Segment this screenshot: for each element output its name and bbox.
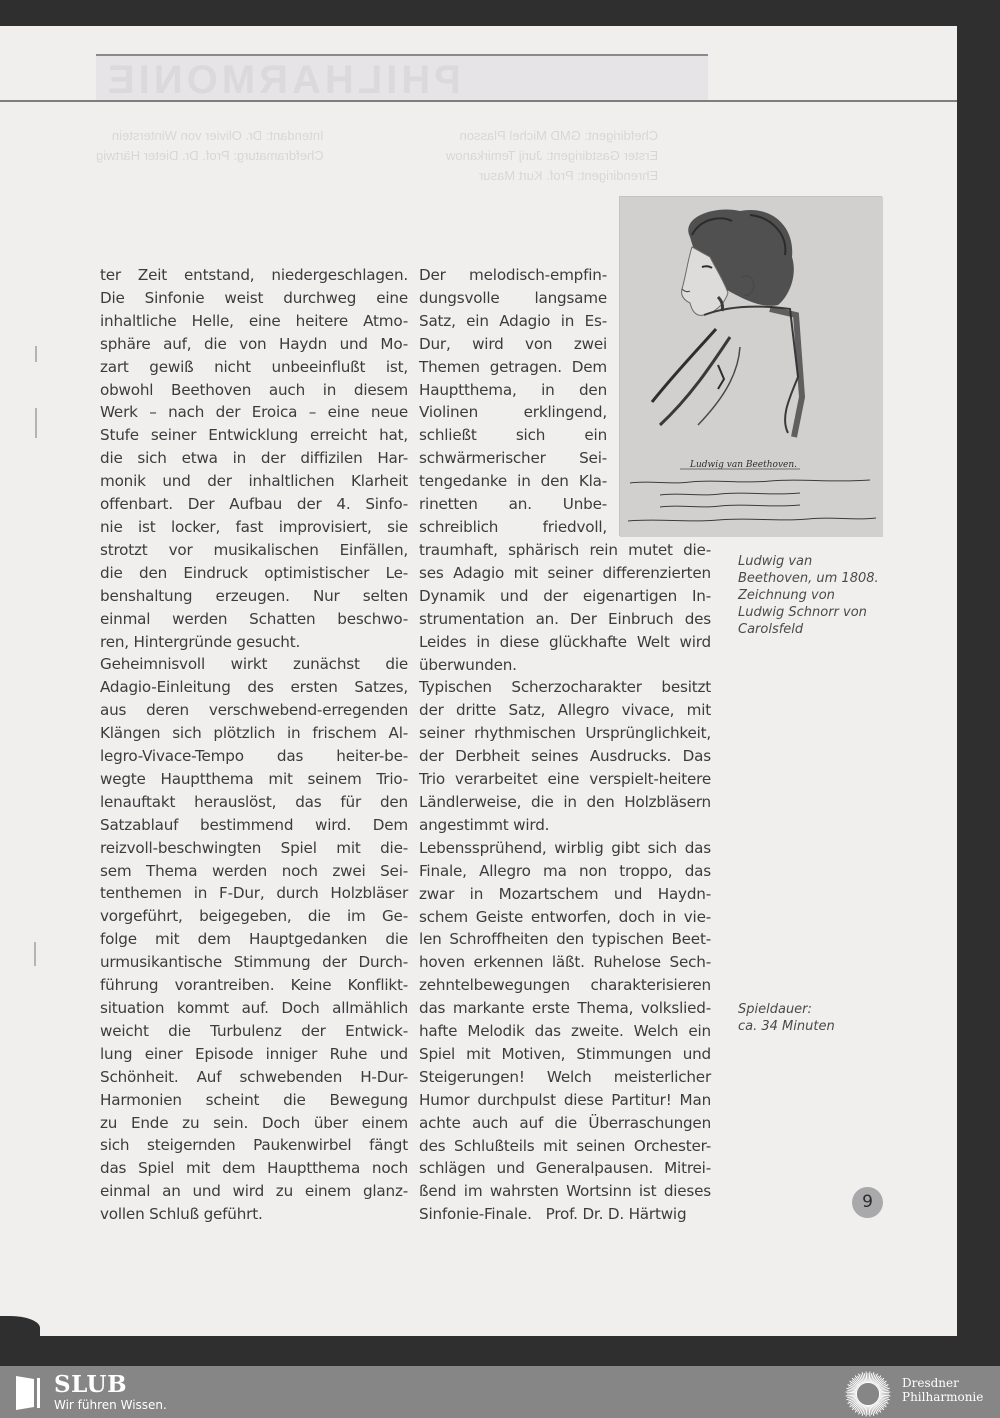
article-text-line: dungsvolle langsame xyxy=(419,288,607,307)
article-text-line: sem Thema werden noch zwei Sei- xyxy=(100,861,408,880)
article-text-line: zwar in Mozartschem und Haydn- xyxy=(419,884,711,903)
article-text-line: Geheimnisvoll wirkt zunächst die xyxy=(100,655,408,674)
article-text-line: Spiel mit Motiven, Stimmungen und xyxy=(419,1044,711,1063)
article-right-column xyxy=(419,539,711,1226)
article-text-line: Die Sinfonie weist durchweg eine xyxy=(100,288,408,307)
article-text-line: wegte Hauptthema mit seinem Trio- xyxy=(100,769,408,788)
article-text-line: situation kommt auf. Doch allmählich xyxy=(100,999,408,1017)
article-text-line: strumentation an. Der Einbruch des xyxy=(419,609,711,628)
article-text-line: führung vorantreiben. Keine Konflikt- xyxy=(100,976,408,995)
article-text-line: weicht die Turbulenz der Entwick- xyxy=(100,1021,408,1040)
article-text-line: das markante erste Thema, volkslied- xyxy=(419,999,711,1018)
article-text-line: Typischen Scherzocharakter besitzt xyxy=(419,678,711,697)
article-text-line: vollen Schluß geführt. xyxy=(100,1205,263,1224)
article-text-line: reizvoll-beschwingten Spiel mit die- xyxy=(100,838,408,857)
header-band-bleedthrough xyxy=(96,54,708,100)
article-text-line: zehntelbewegungen charakterisieren xyxy=(419,976,711,995)
article-text-line: Schönheit. Auf schwebenden H-Dur- xyxy=(100,1067,408,1086)
article-text-line: offenbart. Der Aufbau der 4. Sinfo- xyxy=(100,495,408,514)
article-text-line: der dritte Satz, Allegro vivace, mit xyxy=(419,701,711,720)
article-text-line: ses Adagio mit seiner differenzierten xyxy=(419,563,711,582)
article-right-column-top xyxy=(419,264,607,539)
article-text-line: angestimmt wird. xyxy=(419,815,550,834)
article-text-line: folge mit dem Hauptgedanken die xyxy=(100,930,408,949)
article-text-line: einmal werden Schatten beschwo- xyxy=(100,609,408,628)
article-text-line: achte auch auf die Überraschungen xyxy=(419,1113,711,1132)
article-text-line: sphäre auf, die von Haydn und Mo- xyxy=(100,334,408,353)
caption-line: Carolsfeld xyxy=(738,622,804,637)
dresdner-philharmonie-logo-text[interactable] xyxy=(902,1376,983,1404)
portrait-caption xyxy=(738,553,908,638)
ghost-credit-line: Erster Gastdirigent: Jurij Temirkanow xyxy=(446,148,659,163)
article-text-line: obwohl Beethoven auch in diesem xyxy=(100,380,408,399)
header-rule xyxy=(0,100,957,102)
article-text-line: aus deren verschwebend-erregenden xyxy=(100,701,408,720)
article-text-line: legro-Vivace-Tempo das heiter-be- xyxy=(100,747,408,766)
ghost-credits-left xyxy=(96,126,324,166)
article-text-line: Steigerungen! Welch meisterlicher xyxy=(419,1067,711,1086)
article-text-line: schem Geiste entworfen, doch in vie- xyxy=(419,907,711,926)
article-text-line: Der melodisch-empfin- xyxy=(419,266,607,284)
article-text-line: Humor durchpulst diese Partitur! Man xyxy=(419,1090,711,1109)
article-text-line: ren, Hintergründe gesucht. xyxy=(100,632,301,651)
ghost-credit-line: Intendant: Dr. Olivier von Winterstein xyxy=(111,128,324,143)
article-text-line: schwärmerischer Sei- xyxy=(419,449,607,468)
article-text-line: traumhaft, sphärisch rein mutet die- xyxy=(419,541,711,559)
article-text-line: Themen getragen. Dem xyxy=(419,357,607,376)
ghost-credit-line: Ehrendirigent: Prof. Kurt Masur xyxy=(478,168,659,183)
article-text-line: schreiblich friedvoll, xyxy=(419,517,607,536)
article-text-line: inhaltliche Helle, eine heitere Atmo- xyxy=(100,311,408,330)
article-text-line: Sinfonie-Finale. Prof. Dr. D. Härtwig xyxy=(419,1205,687,1224)
article-text-line: strotzt vor musikalischen Einfällen, xyxy=(100,540,408,559)
article-text-line: tenthemen in F-Dur, durch Holzbläser xyxy=(100,884,408,903)
slub-book-icon xyxy=(12,1374,42,1412)
article-text-line: nie ist locker, fast improvisiert, sie xyxy=(100,517,408,536)
slub-logo-text[interactable]: SLUB xyxy=(54,1371,128,1398)
ghost-credit-line: Chefdramaturg: Prof. Dr. Dieter Härtwig xyxy=(96,148,324,163)
article-left-column xyxy=(100,264,408,1226)
article-text-line: Violinen erklingend, xyxy=(419,403,607,422)
partner-name-line2: Philharmonie xyxy=(902,1390,984,1404)
article-text-line: seiner rhythmischen Ursprünglichkeit, xyxy=(419,724,711,743)
article-text-line: einmal an und wird zu einem glanz- xyxy=(100,1182,408,1201)
article-text-line: das Spiel mit dem Hauptthema noch xyxy=(100,1159,408,1178)
caption-line: Ludwig van xyxy=(738,554,813,569)
slub-tagline: Wir führen Wissen. xyxy=(54,1398,167,1412)
duration-value: ca. 34 Minuten xyxy=(738,1019,835,1034)
article-text-line: monik und der inhaltlichen Klarheit xyxy=(100,472,408,491)
article-text-line: die sich etwa in der diffizilen Har- xyxy=(100,449,408,468)
article-text-line: tengedanke in den Kla- xyxy=(419,472,607,491)
article-text-line: schließt sich ein xyxy=(419,426,607,445)
partner-name-line1: Dresdner xyxy=(902,1376,959,1390)
article-text-line: die den Eindruck optimistischer Le- xyxy=(100,563,408,582)
binding-mark xyxy=(34,942,36,966)
article-text-line: Leides in diese glückhafte Welt wird xyxy=(419,632,711,651)
article-text-line: urmusikantische Stimmung der Durch- xyxy=(100,953,408,972)
portrait-sketch xyxy=(620,197,883,537)
article-text-line: len Schroffheiten den typischen Beet- xyxy=(419,930,711,949)
article-text-line: Lebenssprühend, wirblig gibt sich das xyxy=(419,838,711,857)
header-ghost-title: PHILHARMONIE xyxy=(104,58,461,100)
article-text-line: ter Zeit entstand, niedergeschlagen. xyxy=(100,266,408,284)
article-text-line: Satz, ein Adagio in Es- xyxy=(419,311,607,330)
dresdner-philharmonie-sunburst-icon xyxy=(842,1371,894,1417)
article-text-line: Trio verarbeitet eine verspielt-heitere xyxy=(419,770,711,789)
page-number-badge: 9 xyxy=(852,1187,883,1218)
beethoven-portrait-image xyxy=(619,196,882,536)
article-text-line: rinetten an. Unbe- xyxy=(419,495,607,514)
footer-bar xyxy=(0,1366,1000,1418)
caption-line: Beethoven, um 1808. xyxy=(738,571,879,586)
article-text-line: zu Ende zu sein. Doch über einem xyxy=(100,1113,408,1132)
article-text-line: sich steigernden Paukenwirbel fängt xyxy=(100,1136,408,1155)
article-text-line: Dur, wird von zwei xyxy=(419,334,607,353)
article-text-line: des Schlußteils mit seinen Orchester- xyxy=(419,1136,711,1155)
article-text-line: Satzablauf bestimmend wird. Dem xyxy=(100,815,408,834)
caption-line: Zeichnung von xyxy=(738,588,835,603)
article-text-line: Stufe seiner Entwicklung erreicht hat, xyxy=(100,426,408,445)
ghost-credits-right xyxy=(446,126,658,186)
article-text-line: der Derbheit seines Ausdrucks. Das xyxy=(419,747,711,766)
article-text-line: Ländlerweise, die in den Holzbläsern xyxy=(419,792,711,811)
article-text-line: ßend im wahrsten Wortsinn ist dieses xyxy=(419,1182,711,1201)
ghost-credit-line: Chefdirigent: GMD Michel Plasson xyxy=(459,128,659,143)
article-text-line: hafte Melodik das zweite. Welch ein xyxy=(419,1022,711,1041)
article-text-line: benshaltung erzeugen. Nur selten xyxy=(100,586,408,605)
article-text-line: Hauptthema, in den xyxy=(419,380,607,399)
binding-mark xyxy=(35,408,37,438)
article-text-line: Werk – nach der Eroica – eine neue xyxy=(100,403,408,422)
article-text-line: schlägen und Generalpausen. Mitrei- xyxy=(419,1159,711,1178)
article-text-line: überwunden. xyxy=(419,655,517,674)
binding-mark xyxy=(35,346,37,362)
article-text-line: Harmonien scheint die Bewegung xyxy=(100,1090,408,1109)
caption-line: Ludwig Schnorr von xyxy=(738,605,867,620)
article-text-line: Dynamik und der eigenartigen In- xyxy=(419,586,711,605)
duration-label: Spieldauer: xyxy=(738,1002,812,1017)
article-text-line: hoven erkennen läßt. Ruhelose Sech- xyxy=(419,953,711,972)
article-text-line: Finale, Allegro ma non troppo, das xyxy=(419,861,711,880)
sunburst-center xyxy=(857,1383,879,1405)
article-text-line: Adagio-Einleitung des ersten Satzes, xyxy=(100,678,408,697)
article-text-line: Klängen sich plötzlich in frischem Al- xyxy=(100,724,408,743)
article-text-line: zart gewiß nicht unbeeinflußt ist, xyxy=(100,357,408,376)
article-text-line: lung einer Episode inniger Ruhe und xyxy=(100,1044,408,1063)
article-text-line: lenauftakt herauslöst, das für den xyxy=(100,792,408,811)
performance-duration-note xyxy=(738,1001,908,1035)
article-text-line: vorgeführt, beigegeben, die im Ge- xyxy=(100,907,408,926)
portrait-inscription: Ludwig van Beethoven. xyxy=(690,460,798,470)
